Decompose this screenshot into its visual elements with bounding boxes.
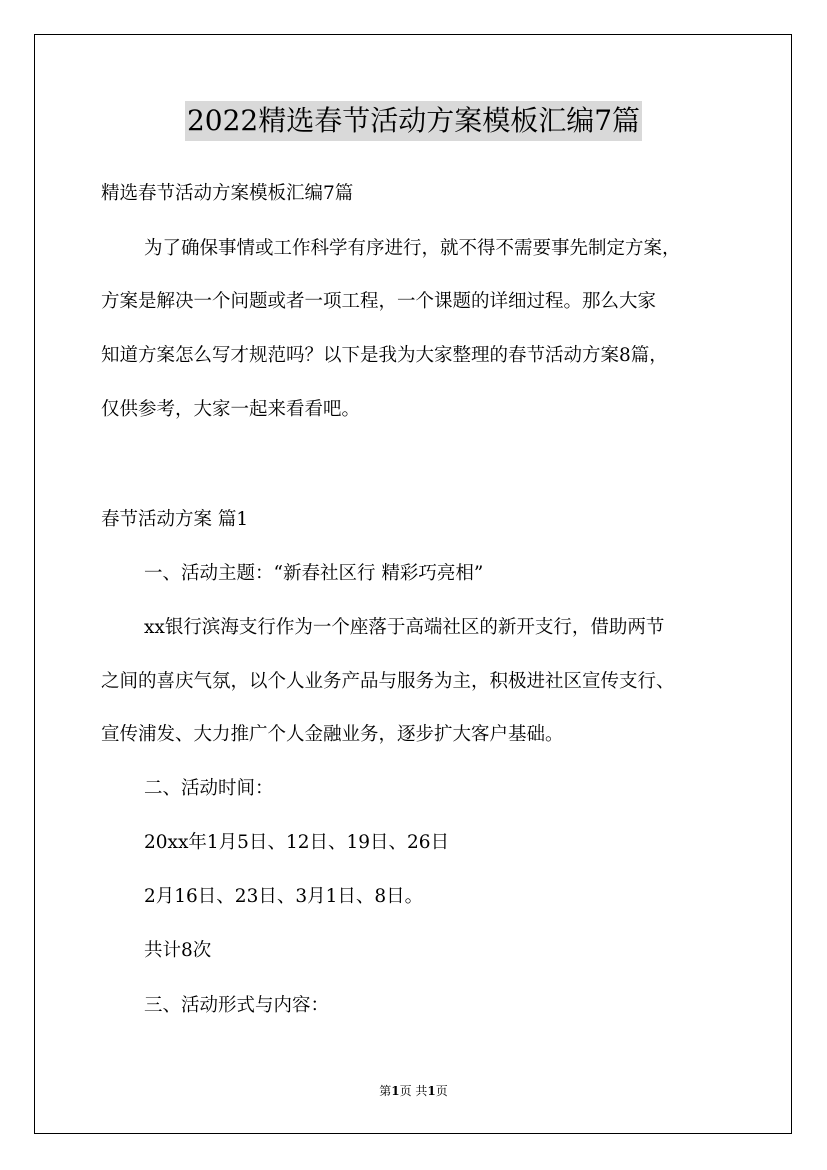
intro-line-1: 为了确保事情或工作科学有序进行，就不得不需要事先制定方案， [144, 238, 681, 259]
footer-suffix: 页 [435, 1084, 448, 1098]
page-footer [0, 1083, 827, 1099]
title-container [0, 101, 827, 141]
footer-middle: 页 共 [399, 1084, 428, 1098]
intro-line-3: 知道方案怎么写才规范吗？以下是我为大家整理的春节活动方案8篇， [101, 345, 668, 366]
intro-line-2: 方案是解决一个问题或者一项工程，一个课题的详细过程。那么大家 [101, 291, 657, 312]
section-heading: 春节活动方案 篇1 [101, 509, 249, 530]
body-line-3: 宣传浦发、大力推广个人金融业务，逐步扩大客户基础。 [101, 724, 564, 745]
date-line-1: 20xx年1月5日、12日、19日、26日 [144, 832, 450, 853]
footer-page-total: 1 [427, 1084, 436, 1098]
body-line-2: 之间的喜庆气氛，以个人业务产品与服务为主，积极进社区宣传支行、 [101, 671, 675, 692]
time-heading: 二、活动时间： [144, 778, 274, 799]
body-line-1: xx银行滨海支行作为一个座落于高端社区的新开支行，借助两节 [144, 617, 665, 638]
activity-theme: 一、活动主题：“新春社区行 精彩巧亮相” [144, 563, 484, 584]
document-title: 2022精选春节活动方案模板汇编7篇 [185, 101, 642, 141]
date-line-2: 2月16日、23日、3月1日、8日。 [144, 886, 424, 907]
total-count: 共计8次 [144, 940, 212, 961]
footer-page-number: 1 [391, 1084, 400, 1098]
subtitle: 精选春节活动方案模板汇编7篇 [101, 183, 354, 204]
footer-prefix: 第 [379, 1084, 392, 1098]
intro-line-4: 仅供参考，大家一起来看看吧。 [101, 399, 361, 420]
form-heading: 三、活动形式与内容： [144, 995, 330, 1016]
